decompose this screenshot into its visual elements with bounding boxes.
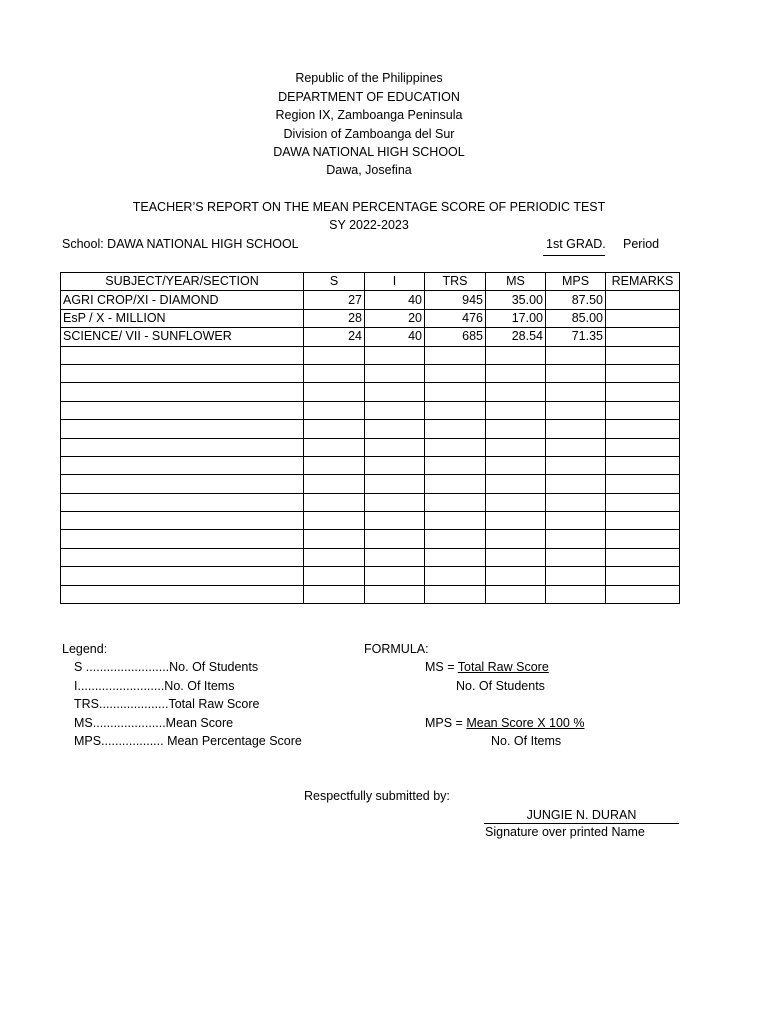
cell-s — [304, 438, 365, 456]
cell-mps — [546, 567, 606, 585]
legend-item-ms: MS.....................Mean Score — [74, 716, 234, 730]
cell-mps — [546, 530, 606, 548]
cell-subject — [61, 530, 304, 548]
header-republic: Republic of the Philippines — [295, 71, 443, 85]
cell-ms — [486, 512, 546, 530]
col-header-s: S — [304, 273, 365, 291]
cell-i — [365, 530, 425, 548]
header-department: DEPARTMENT OF EDUCATION — [278, 90, 460, 104]
cell-subject — [61, 383, 304, 401]
cell-mps: 87.50 — [546, 291, 606, 309]
formula-ms-prefix: MS = — [425, 660, 458, 674]
cell-s: 27 — [304, 291, 365, 309]
cell-i — [365, 383, 425, 401]
cell-i — [365, 512, 425, 530]
mps-table — [60, 272, 680, 604]
table-row — [61, 383, 680, 401]
cell-subject — [61, 585, 304, 603]
formula-ms-denominator: No. Of Students — [456, 679, 545, 693]
cell-mps — [546, 364, 606, 382]
cell-ms — [486, 475, 546, 493]
cell-ms — [486, 383, 546, 401]
table-row — [61, 291, 680, 309]
formula-ms-numerator: Total Raw Score — [457, 660, 549, 674]
cell-remarks — [606, 309, 680, 327]
legend-title: Legend: — [62, 642, 108, 656]
cell-trs: 945 — [425, 291, 486, 309]
cell-mps — [546, 512, 606, 530]
grading-underline — [543, 255, 605, 256]
table-row — [61, 328, 680, 346]
cell-remarks — [606, 438, 680, 456]
table-row — [61, 456, 680, 474]
header-school: DAWA NATIONAL HIGH SCHOOL — [273, 145, 465, 159]
formula-mps-numerator: Mean Score X 100 % — [466, 716, 585, 730]
school-label: School: DAWA NATIONAL HIGH SCHOOL — [62, 237, 299, 251]
table-body — [61, 291, 680, 604]
table-row — [61, 548, 680, 566]
table-row — [61, 567, 680, 585]
cell-ms — [486, 548, 546, 566]
cell-trs — [425, 346, 486, 364]
legend-item-i: I.........................No. Of Items — [74, 679, 235, 693]
table-row — [61, 438, 680, 456]
cell-s — [304, 346, 365, 364]
cell-trs — [425, 438, 486, 456]
cell-i: 20 — [365, 309, 425, 327]
formula-mps-denominator: No. Of Items — [491, 734, 562, 748]
cell-i: 40 — [365, 291, 425, 309]
cell-i — [365, 346, 425, 364]
submitted-by-label: Respectfully submitted by: — [304, 789, 450, 803]
school-year: SY 2022-2023 — [329, 218, 409, 232]
table-row — [61, 585, 680, 603]
signature-caption: Signature over printed Name — [485, 825, 645, 839]
cell-mps — [546, 438, 606, 456]
formula-mps — [425, 714, 584, 732]
cell-i — [365, 585, 425, 603]
cell-trs: 685 — [425, 328, 486, 346]
cell-s — [304, 383, 365, 401]
formula-title: FORMULA: — [364, 642, 429, 656]
cell-mps — [546, 493, 606, 511]
cell-remarks — [606, 530, 680, 548]
cell-subject — [61, 493, 304, 511]
col-header-mps: MPS — [546, 273, 606, 291]
cell-subject — [61, 438, 304, 456]
cell-subject — [61, 401, 304, 419]
cell-subject — [61, 346, 304, 364]
cell-trs — [425, 585, 486, 603]
cell-remarks — [606, 493, 680, 511]
col-header-i: I — [365, 273, 425, 291]
cell-subject — [61, 512, 304, 530]
cell-trs — [425, 475, 486, 493]
cell-trs — [425, 512, 486, 530]
cell-ms: 28.54 — [486, 328, 546, 346]
cell-i — [365, 456, 425, 474]
cell-ms — [486, 364, 546, 382]
cell-i — [365, 567, 425, 585]
cell-mps: 85.00 — [546, 309, 606, 327]
cell-i — [365, 401, 425, 419]
cell-remarks — [606, 401, 680, 419]
cell-subject — [61, 567, 304, 585]
table-row — [61, 309, 680, 327]
cell-ms — [486, 420, 546, 438]
cell-mps — [546, 401, 606, 419]
cell-subject — [61, 456, 304, 474]
cell-mps — [546, 475, 606, 493]
cell-mps: 71.35 — [546, 328, 606, 346]
table-row — [61, 475, 680, 493]
cell-remarks — [606, 291, 680, 309]
cell-ms: 35.00 — [486, 291, 546, 309]
cell-remarks — [606, 328, 680, 346]
cell-trs — [425, 383, 486, 401]
cell-remarks — [606, 383, 680, 401]
cell-subject — [61, 364, 304, 382]
cell-ms — [486, 346, 546, 364]
cell-subject: AGRI CROP/XI - DIAMOND — [61, 291, 304, 309]
cell-s — [304, 364, 365, 382]
table-row — [61, 401, 680, 419]
legend-item-trs: TRS....................Total Raw Score — [74, 697, 260, 711]
cell-trs — [425, 401, 486, 419]
cell-ms — [486, 530, 546, 548]
cell-s — [304, 401, 365, 419]
cell-ms — [486, 585, 546, 603]
table-row — [61, 346, 680, 364]
cell-remarks — [606, 512, 680, 530]
cell-i — [365, 420, 425, 438]
cell-s — [304, 567, 365, 585]
cell-trs: 476 — [425, 309, 486, 327]
cell-remarks — [606, 548, 680, 566]
cell-ms — [486, 456, 546, 474]
formula-mps-prefix: MPS = — [425, 716, 467, 730]
formula-ms — [425, 658, 549, 676]
table-row — [61, 493, 680, 511]
table-header-row — [61, 273, 680, 291]
cell-mps — [546, 548, 606, 566]
col-header-ms: MS — [486, 273, 546, 291]
col-header-remarks: REMARKS — [606, 273, 680, 291]
cell-remarks — [606, 346, 680, 364]
cell-ms — [486, 493, 546, 511]
table-row — [61, 420, 680, 438]
legend-item-mps: MPS.................. Mean Percentage Score — [74, 734, 302, 748]
header-region: Region IX, Zamboanga Peninsula — [275, 108, 463, 122]
cell-s — [304, 585, 365, 603]
period-label: Period — [623, 237, 660, 251]
cell-i — [365, 548, 425, 566]
cell-ms — [486, 438, 546, 456]
cell-i — [365, 493, 425, 511]
cell-i — [365, 475, 425, 493]
col-header-subject: SUBJECT/YEAR/SECTION — [61, 273, 304, 291]
cell-s — [304, 548, 365, 566]
cell-mps — [546, 383, 606, 401]
cell-i — [365, 438, 425, 456]
cell-subject: SCIENCE/ VII - SUNFLOWER — [61, 328, 304, 346]
cell-s — [304, 530, 365, 548]
signatory-name: JUNGIE N. DURAN — [526, 808, 637, 822]
cell-trs — [425, 530, 486, 548]
cell-trs — [425, 420, 486, 438]
cell-mps — [546, 456, 606, 474]
cell-remarks — [606, 420, 680, 438]
cell-subject — [61, 420, 304, 438]
header-location: Dawa, Josefina — [326, 163, 412, 177]
cell-remarks — [606, 567, 680, 585]
header-division: Division of Zamboanga del Sur — [283, 127, 455, 141]
legend-item-s: S ........................No. Of Students — [74, 660, 259, 674]
cell-trs — [425, 548, 486, 566]
grading-label: 1st GRAD. — [546, 237, 606, 251]
cell-s: 28 — [304, 309, 365, 327]
cell-trs — [425, 364, 486, 382]
cell-ms — [486, 567, 546, 585]
cell-trs — [425, 493, 486, 511]
cell-trs — [425, 567, 486, 585]
table-row — [61, 530, 680, 548]
cell-ms — [486, 401, 546, 419]
cell-s — [304, 456, 365, 474]
cell-mps — [546, 585, 606, 603]
cell-i: 40 — [365, 328, 425, 346]
cell-subject — [61, 475, 304, 493]
cell-s — [304, 475, 365, 493]
table-row — [61, 364, 680, 382]
cell-mps — [546, 346, 606, 364]
col-header-trs: TRS — [425, 273, 486, 291]
cell-subject — [61, 548, 304, 566]
cell-subject: EsP / X - MILLION — [61, 309, 304, 327]
cell-s — [304, 512, 365, 530]
cell-s: 24 — [304, 328, 365, 346]
report-title: TEACHER’S REPORT ON THE MEAN PERCENTAGE SCORE OF PERIODIC TEST — [132, 200, 606, 214]
cell-remarks — [606, 585, 680, 603]
cell-remarks — [606, 475, 680, 493]
cell-mps — [546, 420, 606, 438]
cell-ms: 17.00 — [486, 309, 546, 327]
cell-remarks — [606, 364, 680, 382]
cell-remarks — [606, 456, 680, 474]
cell-s — [304, 493, 365, 511]
cell-trs — [425, 456, 486, 474]
cell-i — [365, 364, 425, 382]
table-row — [61, 512, 680, 530]
cell-s — [304, 420, 365, 438]
